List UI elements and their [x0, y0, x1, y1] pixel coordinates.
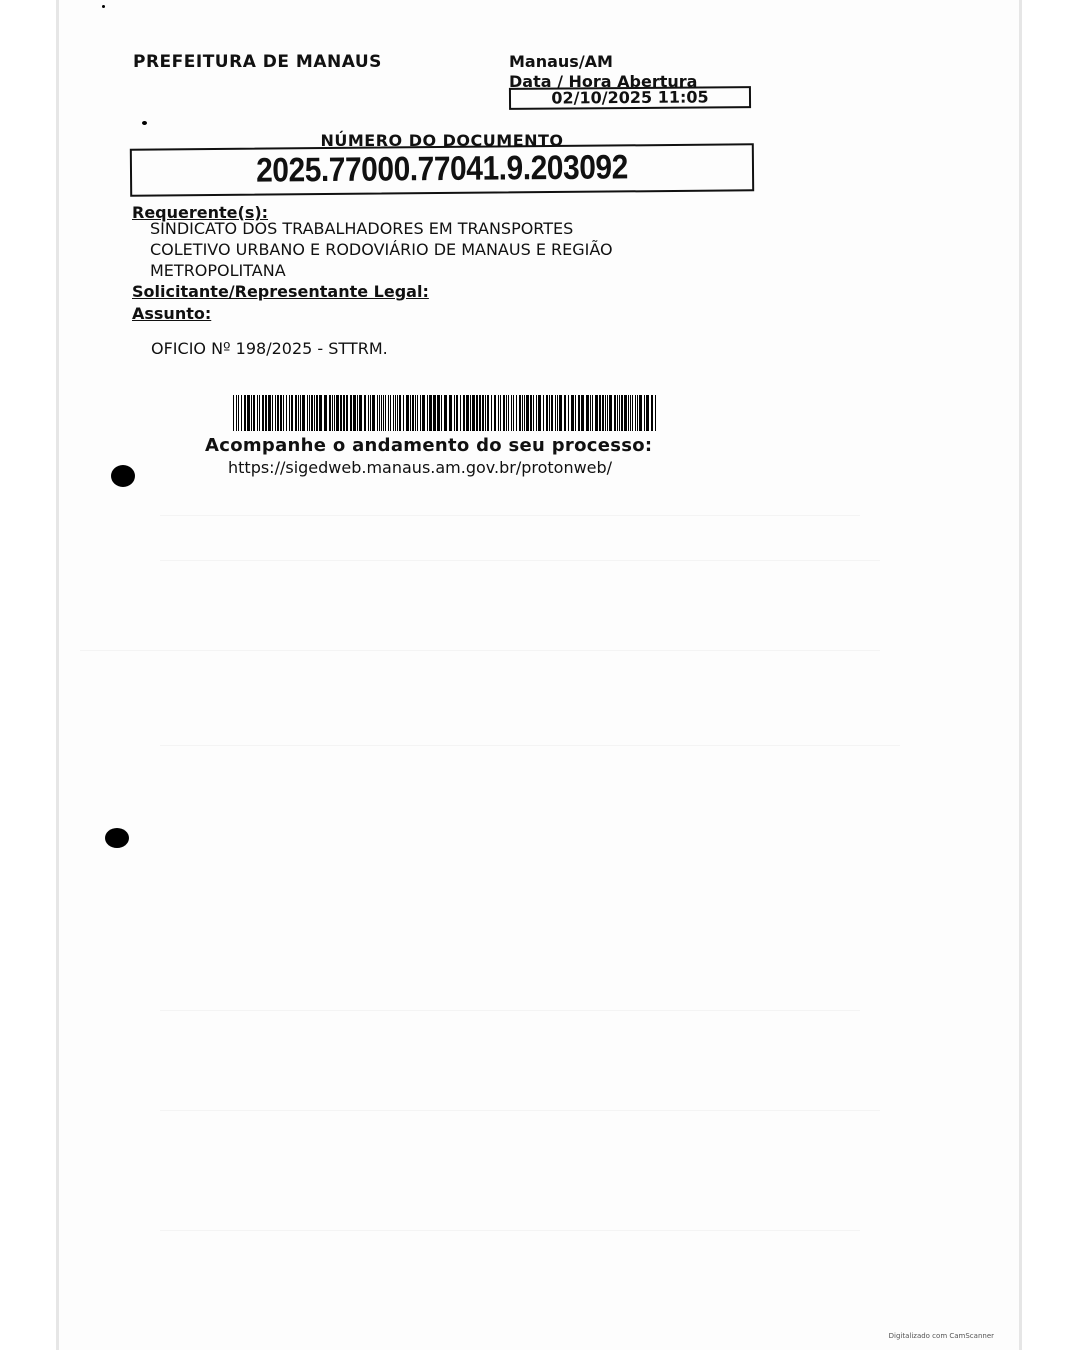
- assunto-label: Assunto:: [132, 304, 212, 323]
- barcode-bar: [420, 395, 421, 431]
- barcode-bar: [291, 395, 293, 431]
- barcode-bar: [628, 395, 629, 431]
- barcode-bar: [429, 395, 432, 431]
- barcode-bar: [500, 395, 501, 431]
- barcode-bar: [536, 395, 537, 431]
- barcode-bar: [551, 395, 553, 431]
- scan-speck: [142, 121, 147, 125]
- solicitante-label: Solicitante/Representante Legal:: [132, 282, 429, 301]
- tracking-url[interactable]: https://sigedweb.manaus.am.gov.br/protonweb/: [228, 458, 613, 477]
- barcode-bar: [519, 395, 521, 431]
- barcode-bar: [385, 395, 386, 431]
- document-number-label: NÚMERO DO DOCUMENTO: [320, 131, 564, 150]
- bleed-through: [160, 1110, 880, 1111]
- barcode-bar: [277, 395, 279, 431]
- barcode-bar: [630, 395, 631, 431]
- barcode-bar: [564, 395, 566, 431]
- barcode-bar: [617, 395, 618, 431]
- barcode-bar: [479, 395, 481, 431]
- barcode-bar: [316, 395, 318, 431]
- barcode-bar: [437, 395, 440, 431]
- barcode-bar: [487, 395, 489, 431]
- bleed-through: [80, 650, 880, 651]
- barcode-bar: [236, 395, 237, 431]
- barcode-bar: [410, 395, 411, 431]
- barcode-bar: [311, 395, 313, 431]
- tracking-heading: Acompanhe o andamento do seu processo:: [205, 435, 653, 456]
- barcode-bar: [381, 395, 382, 431]
- barcode-bar: [644, 395, 645, 431]
- document-number: 2025.77000.77041.9.203092: [255, 148, 628, 190]
- barcode-bar: [639, 395, 642, 431]
- barcode-bar: [508, 395, 509, 431]
- barcode-bar: [456, 395, 458, 431]
- barcode-bar: [393, 395, 394, 431]
- barcode-bar: [343, 395, 345, 431]
- barcode-bar: [482, 395, 484, 431]
- barcode-bar: [399, 395, 401, 431]
- barcode-bar: [460, 395, 461, 431]
- barcode-bar: [557, 395, 558, 431]
- barcode-bar: [433, 395, 436, 431]
- barcode-bar: [298, 395, 299, 431]
- punch-hole: [105, 828, 129, 848]
- barcode-bar: [498, 395, 499, 431]
- barcode-bar: [624, 395, 627, 431]
- barcode-bar: [454, 395, 455, 431]
- barcode-bar: [332, 395, 333, 431]
- barcode-bar: [571, 395, 574, 431]
- barcode-bar: [289, 395, 290, 431]
- barcode-bar: [632, 395, 633, 431]
- barcode-bar: [372, 395, 375, 431]
- barcode-bar: [340, 395, 342, 431]
- barcode-bar: [637, 395, 638, 431]
- assunto-value: OFICIO Nº 198/2025 - STTRM.: [151, 339, 388, 358]
- barcode-bar: [621, 395, 623, 431]
- bleed-through: [160, 745, 900, 746]
- barcode-bar: [607, 395, 608, 431]
- barcode-bar: [251, 395, 252, 431]
- barcode-bar: [334, 395, 335, 431]
- barcode-bar: [555, 395, 556, 431]
- barcode-bar: [247, 395, 250, 431]
- barcode-bar: [533, 395, 534, 431]
- barcode-bar: [368, 395, 369, 431]
- barcode-bar: [503, 395, 505, 431]
- barcode-bar: [383, 395, 384, 431]
- barcode-bar: [309, 395, 310, 431]
- requerente-line: METROPOLITANA: [150, 261, 286, 280]
- barcode-bar: [283, 395, 284, 431]
- barcode-bar: [364, 395, 366, 431]
- barcode-bar: [350, 395, 352, 431]
- barcode-bar: [543, 395, 544, 431]
- barcode-bar: [390, 395, 391, 431]
- barcode-bar: [485, 395, 486, 431]
- barcode-bar: [272, 395, 273, 431]
- barcode-bar: [357, 395, 358, 431]
- document-number-box: [130, 143, 754, 196]
- barcode-bar: [559, 395, 562, 431]
- barcode-bar: [441, 395, 442, 431]
- barcode-bar: [602, 395, 604, 431]
- barcode-bar: [324, 395, 327, 431]
- barcode-bar: [470, 395, 471, 431]
- city: Manaus/AM: [509, 52, 613, 71]
- barcode-bar: [511, 395, 512, 431]
- barcode: [233, 395, 657, 431]
- bleed-through: [160, 560, 880, 561]
- bleed-through: [160, 1010, 860, 1011]
- barcode-bar: [568, 395, 569, 431]
- barcode-bar: [302, 395, 305, 431]
- barcode-bar: [377, 395, 378, 431]
- barcode-bar: [472, 395, 475, 431]
- barcode-bar: [319, 395, 322, 431]
- barcode-bar: [314, 395, 315, 431]
- barcode-bar: [530, 395, 532, 431]
- requerente-text: [150, 218, 710, 281]
- barcode-bar: [412, 395, 414, 431]
- barcode-bar: [586, 395, 589, 431]
- barcode-bar: [397, 395, 398, 431]
- barcode-bar: [295, 395, 297, 431]
- barcode-bar: [605, 395, 606, 431]
- barcode-bar: [406, 395, 409, 431]
- barcode-bar: [422, 395, 425, 431]
- barcode-bar: [614, 395, 616, 431]
- requerente-line: SINDICATO DOS TRABALHADORES EM TRANSPORTES: [150, 219, 574, 238]
- barcode-bar: [449, 395, 452, 431]
- barcode-bar: [244, 395, 246, 431]
- barcode-bar: [280, 395, 282, 431]
- requerente-line: COLETIVO URBANO E RODOVIÁRIO DE MANAUS E REGIÃO: [150, 240, 613, 259]
- barcode-bar: [415, 395, 416, 431]
- barcode-bar: [336, 395, 339, 431]
- barcode-bar: [427, 395, 428, 431]
- barcode-bar: [491, 395, 492, 431]
- barcode-bar: [353, 395, 356, 431]
- bleed-through: [160, 515, 860, 516]
- barcode-bar: [265, 395, 267, 431]
- barcode-bar: [590, 395, 591, 431]
- barcode-bar: [286, 395, 287, 431]
- barcode-bar: [655, 395, 656, 431]
- barcode-bar: [506, 395, 507, 431]
- bleed-through: [160, 1230, 860, 1231]
- barcode-bar: [546, 395, 548, 431]
- barcode-bar: [403, 395, 404, 431]
- barcode-bar: [444, 395, 447, 431]
- barcode-bar: [253, 395, 255, 431]
- barcode-bar: [595, 395, 598, 431]
- barcode-bar: [275, 395, 276, 431]
- barcode-bar: [257, 395, 258, 431]
- barcode-bar: [581, 395, 584, 431]
- org-name: PREFEITURA DE MANAUS: [133, 52, 382, 72]
- barcode-bar: [538, 395, 541, 431]
- barcode-bar: [575, 395, 576, 431]
- barcode-bar: [592, 395, 593, 431]
- barcode-bar: [329, 395, 331, 431]
- barcode-bar: [549, 395, 550, 431]
- barcode-bar: [619, 395, 620, 431]
- datetime-label: Data / Hora Abertura: [509, 72, 698, 91]
- scanner-watermark: Digitalizado com CamScanner: [888, 1332, 994, 1340]
- barcode-bar: [417, 395, 418, 431]
- barcode-bar: [370, 395, 371, 431]
- scan-speck: [102, 5, 105, 8]
- barcode-bar: [388, 395, 389, 431]
- barcode-bar: [379, 395, 380, 431]
- barcode-bar: [599, 395, 601, 431]
- barcode-bar: [513, 395, 514, 431]
- barcode-bar: [466, 395, 469, 431]
- requerente-label: Requerente(s):: [132, 203, 269, 222]
- barcode-bar: [635, 395, 636, 431]
- datetime-value: 02/10/2025 11:05: [509, 86, 751, 110]
- barcode-bar: [262, 395, 264, 431]
- barcode-bar: [259, 395, 260, 431]
- barcode-bar: [524, 395, 525, 431]
- barcode-bar: [526, 395, 529, 431]
- barcode-bar: [241, 395, 242, 431]
- barcode-bar: [346, 395, 348, 431]
- barcode-bar: [268, 395, 271, 431]
- barcode-bar: [516, 395, 517, 431]
- barcode-bar: [494, 395, 496, 431]
- punch-hole: [111, 465, 135, 487]
- barcode-bar: [646, 395, 649, 431]
- barcode-bar: [522, 395, 523, 431]
- barcode-bar: [307, 395, 308, 431]
- barcode-bar: [395, 395, 396, 431]
- barcode-bar: [233, 395, 234, 431]
- barcode-bar: [476, 395, 478, 431]
- barcode-bar: [578, 395, 580, 431]
- barcode-bar: [651, 395, 653, 431]
- barcode-bar: [300, 395, 301, 431]
- barcode-bar: [609, 395, 612, 431]
- barcode-bar: [359, 395, 362, 431]
- barcode-bar: [463, 395, 465, 431]
- barcode-bar: [238, 395, 239, 431]
